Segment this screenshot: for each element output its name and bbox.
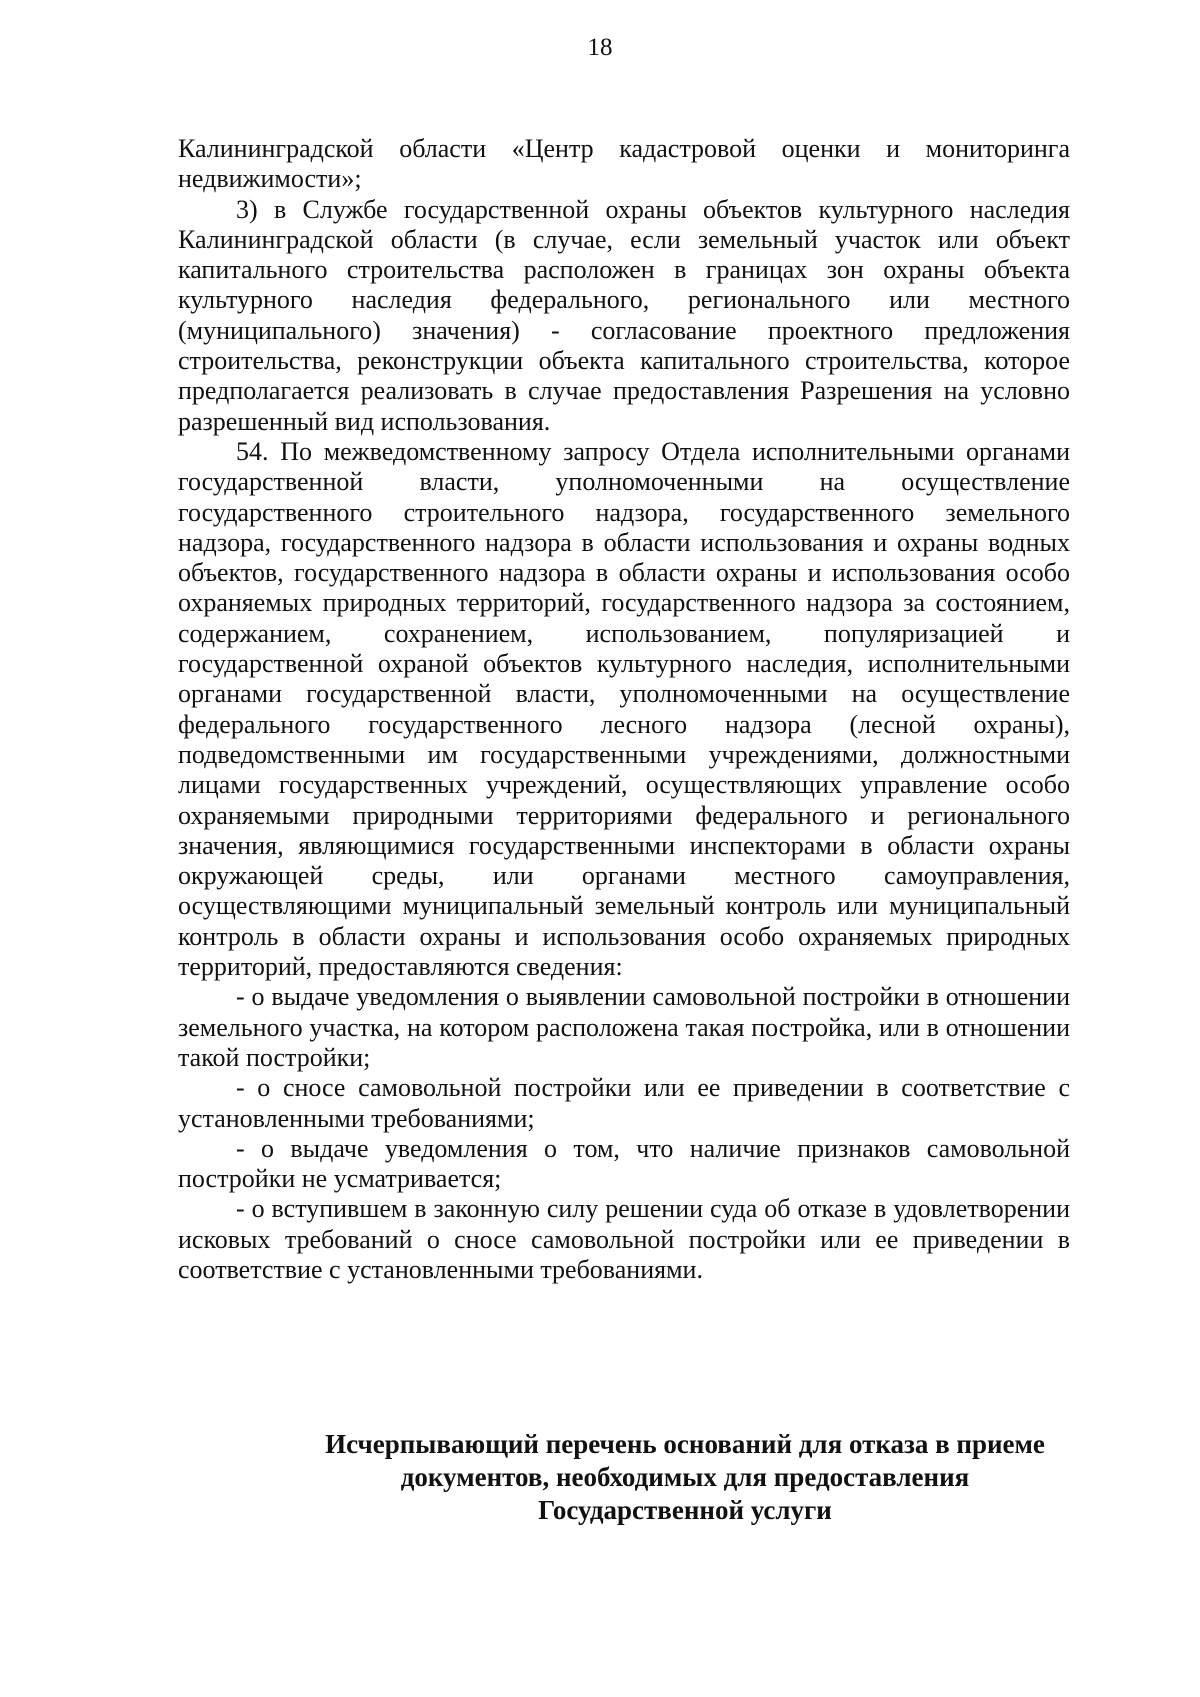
list-item: - о выдаче уведомления о выявлении самовольной постройки в отношении земельного участка, на котором расположена такая постройка, или в отношении такой постройки;: [178, 982, 1070, 1072]
list-item: - о вступившем в законную силу решении суда об отказе в удовлетворении исковых требований о сносе самовольной постройки или ее приведении в соответствие с установленными требованиями.: [178, 1194, 1070, 1284]
paragraph-54: 54. По межведомственному запросу Отдела исполнительными органами государственной власти, уполномоченными на осуществление государственного строительного надзора, государственного земельного надзора, государственного надзора в области использования и охраны водных объектов, государственного надзора в области охраны и использования особо охраняемых природных территорий, государственного надзора за состоянием, содержанием, сохранением, использованием, популяризацией и государственной охраной объектов культурного наследия, исполнительными органами государственной власти, уполномоченными на осуществление федерального государственного лесного надзора (лесной охраны), подведомственными им государственными учреждениями, должностными лицами государственных учреждений, осуществляющих управление особо охраняемыми природными территориями федерального и регионального значения, являющимися государственными инспекторами в области охраны окружающей среды, или органами местного самоуправления, осуществляющими муниципальный земельный контроль или муниципальный контроль в области охраны и использования особо охраняемых природных территорий, предоставляются сведения:: [178, 436, 1070, 982]
paragraph-continuation: Калининградской области «Центр кадастровой оценки и мониторинга недвижимости»;: [178, 134, 1070, 194]
list-item: - о сносе самовольной постройки или ее приведении в соответствие с установленными требованиями;: [178, 1073, 1070, 1133]
section-heading: [290, 1428, 1080, 1527]
page-number: 18: [587, 34, 613, 61]
list-item: - о выдаче уведомления о том, что наличие признаков самовольной постройки не усматривается;: [178, 1133, 1070, 1194]
paragraph-item-3: 3) в Службе государственной охраны объектов культурного наследия Калининградской области (в случае, если земельный участок или объект капитального строительства расположен в границах зон охраны объекта культурного наследия федерального, регионального или местного (муниципального) значения) - согласование проектного предложения строительства, реконструкции объекта капитального строительства, которое предполагается реализовать в случае предоставления Разрешения на условно разрешенный вид использования.: [178, 194, 1070, 436]
document-body: [178, 134, 1070, 1285]
section-heading-line: Исчерпывающий перечень оснований для отказа в приеме: [325, 1429, 1045, 1459]
section-heading-line: документов, необходимых для предоставления: [400, 1462, 970, 1492]
section-heading-line: Государственной услуги: [538, 1495, 832, 1525]
